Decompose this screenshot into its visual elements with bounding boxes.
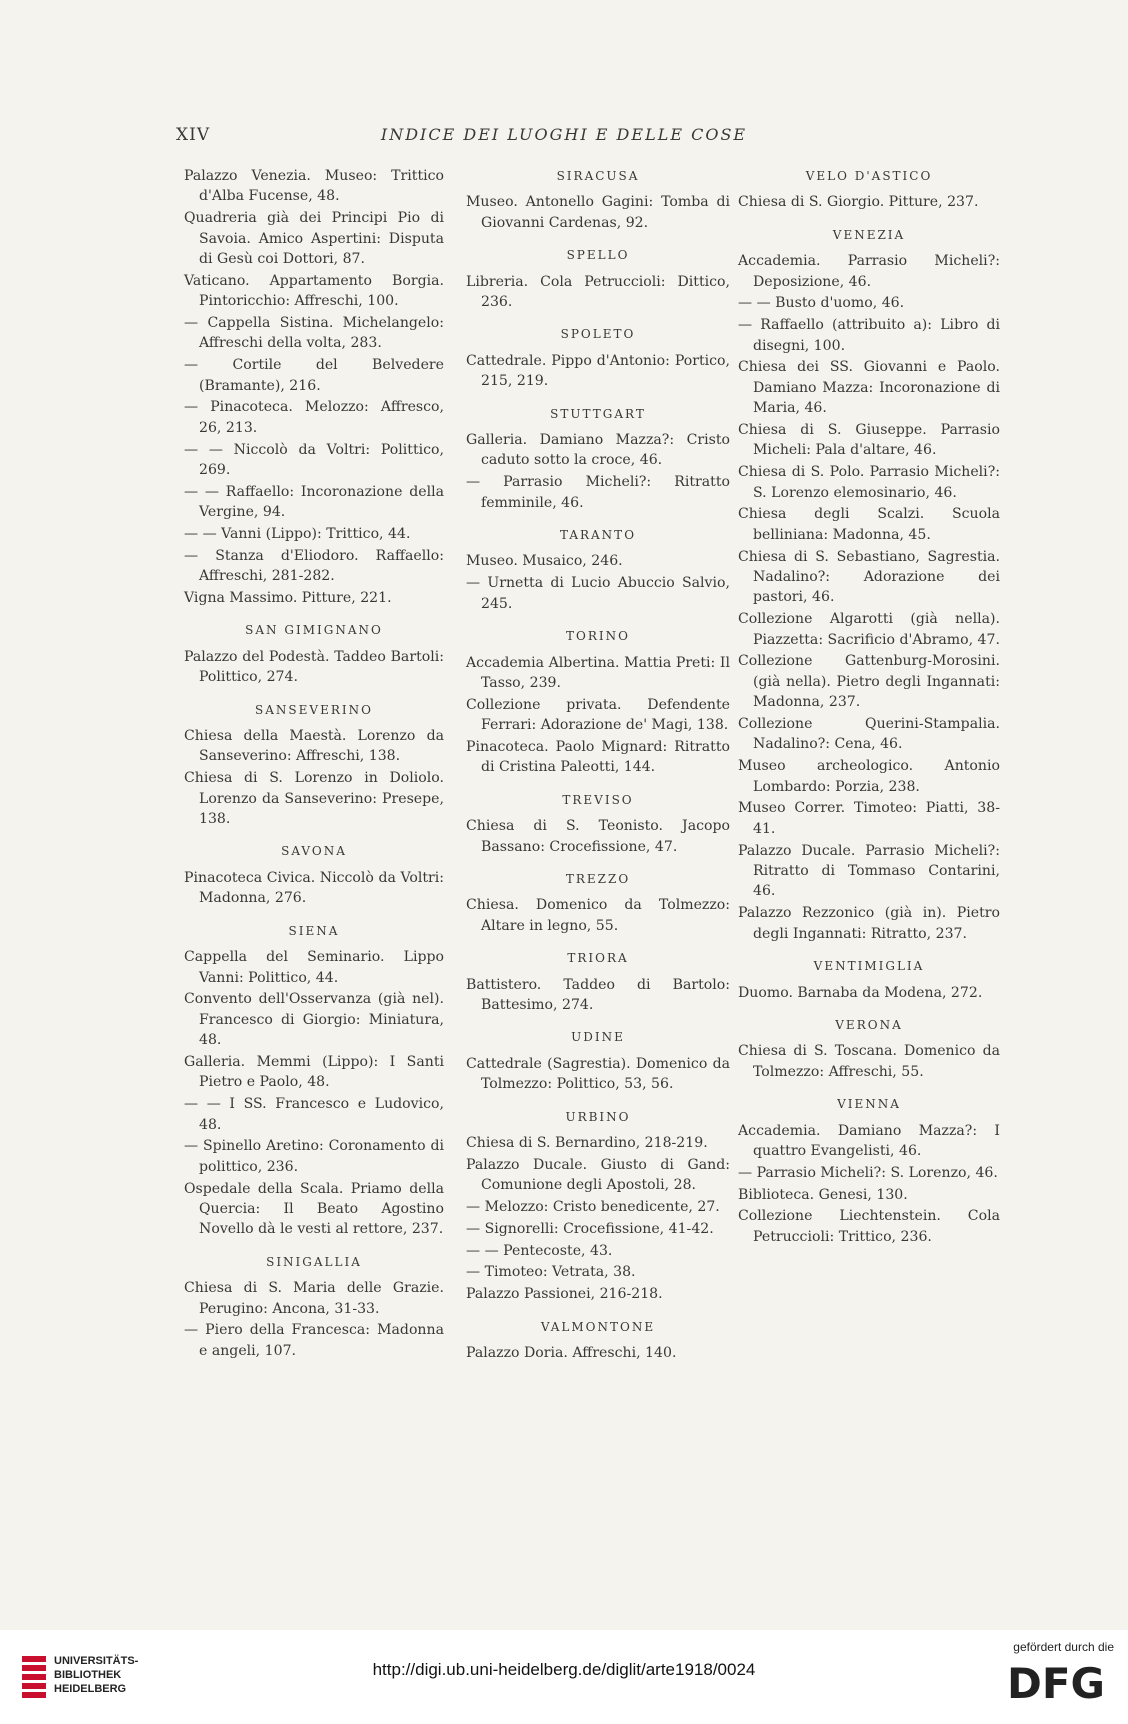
index-entry: Chiesa di S. Bernardino, 218-219. [466,1135,708,1151]
index-entry: Chiesa di S. Giorgio. Pitture, 237. [738,194,979,211]
index-entry: Palazzo Rezzonico (già in). Pietro degli Ingannati: Ritratto, 237. [738,905,1000,942]
place-heading: SAN GIMIGNANO [245,623,383,638]
index-entry: Ospedale della Scala. Priamo della Quercia: Il Beato Agostino Novello dà le vesti al rettore, 237. [184,1180,444,1238]
index-entry: Galleria. Damiano Mazza?: Cristo caduto sotto la croce, 46. [466,432,730,469]
index-entry: Pinacoteca. Paolo Mignard: Ritratto di Cristina Paleotti, 144. [466,738,730,776]
index-entry: Chiesa della Maestà. Lorenzo da Sanseverino: Affreschi, 138. [184,728,444,765]
place-heading: TARANTO [559,528,637,543]
dfg-logo-text: DFG [1006,1659,1106,1704]
index-entry: Chiesa di S. Sebastiano, Sagrestia. Nadalino?: Adorazione dei pastori, 46. [738,548,1000,606]
place-heading: SPELLO [566,248,630,263]
index-entry: Palazzo Ducale. Giusto di Gand: Comunione degli Apostoli, 28. [466,1156,730,1194]
index-entry: — — Niccolò da Voltri: Polittico, 269. [184,441,444,479]
index-entry: Chiesa di S. Teonisto. Jacopo Bassano: Crocefissione, 47. [466,818,730,855]
index-entry: Chiesa di S. Lorenzo in Doliolo. Lorenzo da Sanseverino: Presepe, 138. [184,770,444,828]
index-entry: — — Busto d'uomo, 46. [738,295,905,312]
place-heading: VIENNA [837,1097,901,1112]
index-entry: — Piero della Francesca: Madonna e angeli, 107. [184,1322,444,1359]
place-heading: VENTIMIGLIA [813,959,925,974]
index-entry: Museo Correr. Timoteo: Piatti, 38-41. [738,800,1000,837]
index-entry: Battistero. Taddeo di Bartolo: Battesimo, 274. [466,976,730,1013]
index-entry: Chiesa di S. Toscana. Domenico da Tolmezzo: Affreschi, 55. [738,1043,1000,1080]
index-entry: — Pinacoteca. Melozzo: Affresco, 26, 213. [184,399,444,436]
place-heading: SAVONA [281,844,347,859]
index-entry: Chiesa. Domenico da Tolmezzo: Altare in legno, 55. [466,897,730,934]
index-entry: Collezione privata. Defendente Ferrari: Adorazione de' Magi, 138. [466,696,730,734]
place-heading: SANSEVERINO [255,702,373,717]
index-entry: Collezione Algarotti (già nella). Piazzetta: Sacrificio d'Abramo, 47. [738,611,1000,648]
index-entry: Museo. Musaico, 246. [466,553,623,570]
running-title: INDICE DEI LUOGHI E DELLE COSE [380,125,748,144]
index-entry: Chiesa degli Scalzi. Scuola belliniana: Madonna, 45. [738,506,1000,543]
page-header [0,125,1128,149]
index-entry: Palazzo del Podestà. Taddeo Bartoli: Polittico, 274. [184,648,444,686]
index-entry: Collezione Gattenburg-Morosini. (già nella). Pietro degli Ingannati: Madonna, 237. [738,653,1000,711]
page-number: XIV [176,125,211,145]
index-entry: Convento dell'Osservanza (già nel). Francesco di Giorgio: Miniatura, 48. [184,991,444,1049]
index-entry: Vaticano. Appartamento Borgia. Pintoricchio: Affreschi, 100. [184,272,444,310]
funded-by-label: gefördert durch die [1013,1640,1114,1654]
place-heading: SIENA [288,923,340,938]
index-column-3 [738,166,1000,1249]
place-heading: STUTTGART [550,406,646,421]
place-heading: SIRACUSA [556,169,640,183]
place-heading: VERONA [835,1017,903,1032]
index-entry: Duomo. Barnaba da Modena, 272. [738,984,983,1001]
index-entry: Libreria. Cola Petruccioli: Dittico, 236. [466,273,730,311]
index-entry: Cappella del Seminario. Lippo Vanni: Polittico, 44. [184,949,444,986]
index-entry: Museo. Antonello Gagini: Tomba di Giovanni Cardenas, 92. [466,194,730,231]
index-entry: Vigna Massimo. Pitture, 221. [184,590,392,607]
index-entry: — Urnetta di Lucio Abuccio Salvio, 245. [466,575,730,612]
place-heading: VENEZIA [832,227,906,242]
library-name-line: HEIDELBERG [54,1683,127,1695]
index-entry: — Parrasio Micheli?: S. Lorenzo, 46. [738,1164,998,1181]
digitization-footer [0,1630,1128,1724]
place-heading: SPOLETO [560,327,636,342]
index-entry: Pinacoteca Civica. Niccolò da Voltri: Madonna, 276. [184,869,444,907]
index-entry: — Timoteo: Vetrata, 38. [466,1264,636,1281]
index-entry: — Cortile del Belvedere (Bramante), 216. [184,357,444,394]
index-entry: Cattedrale (Sagrestia). Domenico da Tolmezzo: Polittico, 53, 56. [466,1055,730,1093]
place-heading: TREZZO [565,871,631,886]
index-entry: — Cappella Sistina. Michelangelo: Affreschi della volta, 283. [184,315,444,352]
index-entry: Collezione Liechtenstein. Cola Petruccioli: Trittico, 236. [738,1208,1000,1245]
place-heading: TREVISO [562,792,634,807]
index-entry: — — Raffaello: Incoronazione della Vergine, 94. [184,483,444,521]
index-entry: Chiesa di S. Polo. Parrasio Micheli?: S. Lorenzo elemosinario, 46. [738,464,1000,501]
index-entry: — Parrasio Micheli?: Ritratto femminile, 46. [466,474,730,511]
place-heading: VALMONTONE [540,1319,656,1334]
index-entry: Cattedrale. Pippo d'Antonio: Portico, 215, 219. [466,352,730,390]
place-heading: SINIGALLIA [266,1254,362,1269]
index-entry: — Signorelli: Crocefissione, 41-42. [466,1220,714,1237]
index-entry: — Stanza d'Eliodoro. Raffaello: Affreschi, 281-282. [184,547,444,585]
index-entry: Accademia. Parrasio Micheli?: Deposizione, 46. [738,253,1000,290]
index-entry: Accademia. Damiano Mazza?: I quattro Evangelisti, 46. [738,1122,1000,1159]
place-heading: TRIORA [567,951,629,966]
index-entry: Chiesa di S. Giuseppe. Parrasio Micheli: Pala d'altare, 46. [738,422,1000,459]
index-entry: — Raffaello (attribuito a): Libro di disegni, 100. [738,317,1000,354]
index-column-2 [466,166,730,1365]
index-entry: Chiesa di S. Maria delle Grazie. Perugino: Ancona, 31-33. [184,1280,444,1317]
index-entry: — — I SS. Francesco e Ludovico, 48. [184,1096,444,1133]
index-entry: — — Vanni (Lippo): Trittico, 44. [184,526,411,543]
place-heading: VELO D'ASTICO [805,169,933,183]
index-entry: — Spinello Aretino: Coronamento di polittico, 236. [184,1138,444,1175]
index-entry: Chiesa dei SS. Giovanni e Paolo. Damiano Mazza: Incoronazione di Maria, 46. [738,359,1000,417]
library-name-line: UNIVERSITÄTS- [54,1655,139,1667]
index-entry: Galleria. Memmi (Lippo): I Santi Pietro e Paolo, 48. [184,1053,444,1091]
dfg-logo-icon[interactable] [1000,1658,1112,1704]
source-url-link[interactable]: http://digi.ub.uni-heidelberg.de/diglit/arte1918/0024 [372,1660,756,1679]
index-entry: Biblioteca. Genesi, 130. [738,1186,908,1203]
place-heading: TORINO [566,629,630,644]
index-column-1 [184,166,444,1363]
place-heading: URBINO [565,1109,631,1124]
index-entry: Collezione Querini-Stampalia. Nadalino?: Cena, 46. [738,716,1000,753]
index-entry: Accademia Albertina. Mattia Preti: Il Tasso, 239. [466,654,730,691]
index-entry: Palazzo Doria. Affreschi, 140. [466,1345,677,1361]
index-entry: — — Pentecoste, 43. [466,1242,613,1259]
index-entry: Palazzo Passionei, 216-218. [466,1286,663,1303]
index-entry: — Melozzo: Cristo benedicente, 27. [466,1199,720,1215]
index-entry: Palazzo Venezia. Museo: Trittico d'Alba Fucense, 48. [184,168,444,205]
index-entry: Museo archeologico. Antonio Lombardo: Porzia, 238. [738,758,1000,795]
library-name-line: BIBLIOTHEK [54,1669,122,1681]
place-heading: UDINE [571,1030,625,1045]
index-entry: Palazzo Ducale. Parrasio Micheli?: Ritratto di Tommaso Contarini, 46. [738,842,1000,900]
index-entry: Quadreria già dei Principi Pio di Savoia. Amico Aspertini: Disputa di Gesù coi Dottori, 87. [184,210,444,268]
